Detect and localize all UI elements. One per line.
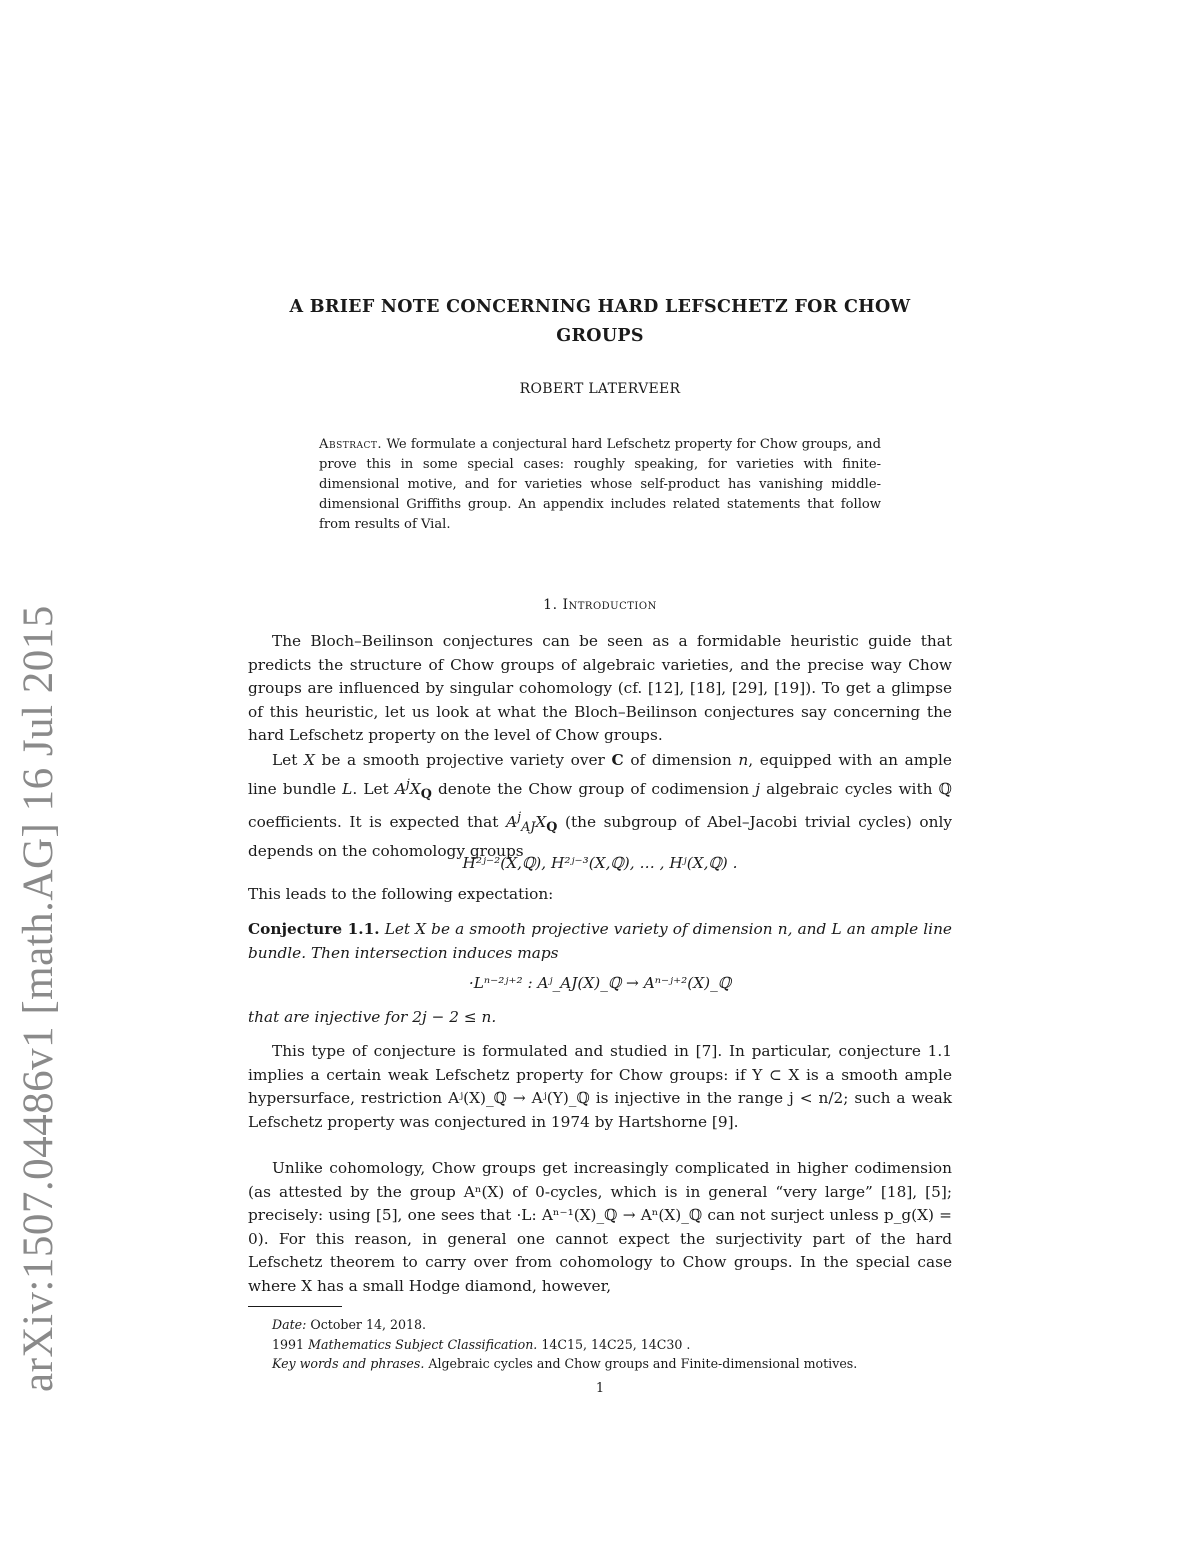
intro-paragraph-1: The Bloch–Beilinson conjectures can be seen as a formidable heuristic guide that predicts the structure of Chow groups of algebraic varieties, and the precise way Chow groups are influenced by singular cohomology (cf. [12], [18], [29], [19]). To get a glimpse of this heuristic, let us look at what the Bloch–Beilinson conjectures say concerning the hard Lefschetz property on the level of Chow groups.	[248, 632, 952, 745]
paragraph-unlike-cohomology: Unlike cohomology, Chow groups get increasingly complicated in higher codimension (as attested by the group Aⁿ(X) of 0-cycles, which is in general “very large” [18], [5]; precisely: using [5], one sees that ·L: Aⁿ⁻¹(X)_ℚ → Aⁿ(X)_ℚ can not surject unless p_g(X) = 0). For this reason, in general one cannot expect the surjectivity part of the hard Lefschetz theorem to carry over from cohomology to Chow groups. In the special case where X has a small Hodge diamond, however,	[248, 1159, 952, 1295]
conjecture-1-1	[248, 918, 952, 965]
abstract-label: Abstract.	[319, 437, 383, 452]
conjecture-tail: that are injective for 2j − 2 ≤ n.	[248, 1008, 497, 1026]
conjecture-text: Let X be a smooth projective variety of dimension n, and L an ample line bundle. Then intersection induces maps	[248, 920, 952, 962]
paper-title	[248, 293, 952, 351]
title-line-2: GROUPS	[556, 326, 644, 346]
conjecture-label: Conjecture 1.1.	[248, 920, 380, 938]
display-cohomology-groups: H²ʲ⁻²(X,ℚ), H²ʲ⁻³(X,ℚ), … , Hʲ(X,ℚ) .	[462, 854, 738, 872]
display-lefschetz-map: ·Lⁿ⁻²ʲ⁺² : Aʲ_AJ(X)_ℚ → Aⁿ⁻ʲ⁺²(X)_ℚ	[468, 974, 732, 992]
footnote-rule	[248, 1306, 342, 1307]
footnote-msc: 1991 Mathematics Subject Classification. 14C15, 14C25, 14C30 .	[272, 1337, 691, 1352]
author-name: ROBERT LATERVEER	[519, 381, 681, 397]
paragraph-expectation: This leads to the following expectation:	[248, 885, 554, 903]
page-number: 1	[595, 1381, 605, 1396]
arxiv-stamp: arXiv:1507.04486v1 [math.AG] 16 Jul 2015	[15, 605, 62, 1392]
abstract-text: We formulate a conjectural hard Lefschetz property for Chow groups, and prove this in some special cases: roughly speaking, for varieties with finite-dimensional motive, and for varieties whose self-product has vanishing middle-dimensional Griffiths group. An appendix includes related statements that follow from results of Vial.	[319, 437, 881, 532]
section-title: Introduction	[562, 597, 657, 613]
section-number: 1.	[543, 597, 558, 613]
footnote-date: Date: October 14, 2018.	[272, 1317, 427, 1332]
section-heading	[248, 597, 952, 613]
abstract	[319, 435, 881, 535]
paragraph-hartshorne: This type of conjecture is formulated and studied in [7]. In particular, conjecture 1.1 implies a certain weak Lefschetz property for Chow groups: if Y ⊂ X is a smooth ample hypersurface, restriction Aʲ(X)_ℚ → Aʲ(Y)_ℚ is injective in the range j < n/2; such a weak Lefschetz property was conjectured in 1974 by Hartshorne [9].	[248, 1042, 952, 1131]
intro-paragraph-2: Let X be a smooth projective variety over C of dimension n, equipped with an ample line bundle L. Let $A^jX_Q$ denote the Chow group of codimension j algebraic cycles with ℚ coefficients. It is expected that $A^j_{AJ}X_Q$ (the subgroup of Abel–Jacobi trivial cycles) only depends on the cohomology groups	[248, 751, 953, 861]
footnote-keywords: Key words and phrases. Algebraic cycles and Chow groups and Finite-dimensional motives.	[272, 1356, 858, 1371]
title-line-1: A BRIEF NOTE CONCERNING HARD LEFSCHETZ FOR CHOW	[289, 297, 911, 317]
